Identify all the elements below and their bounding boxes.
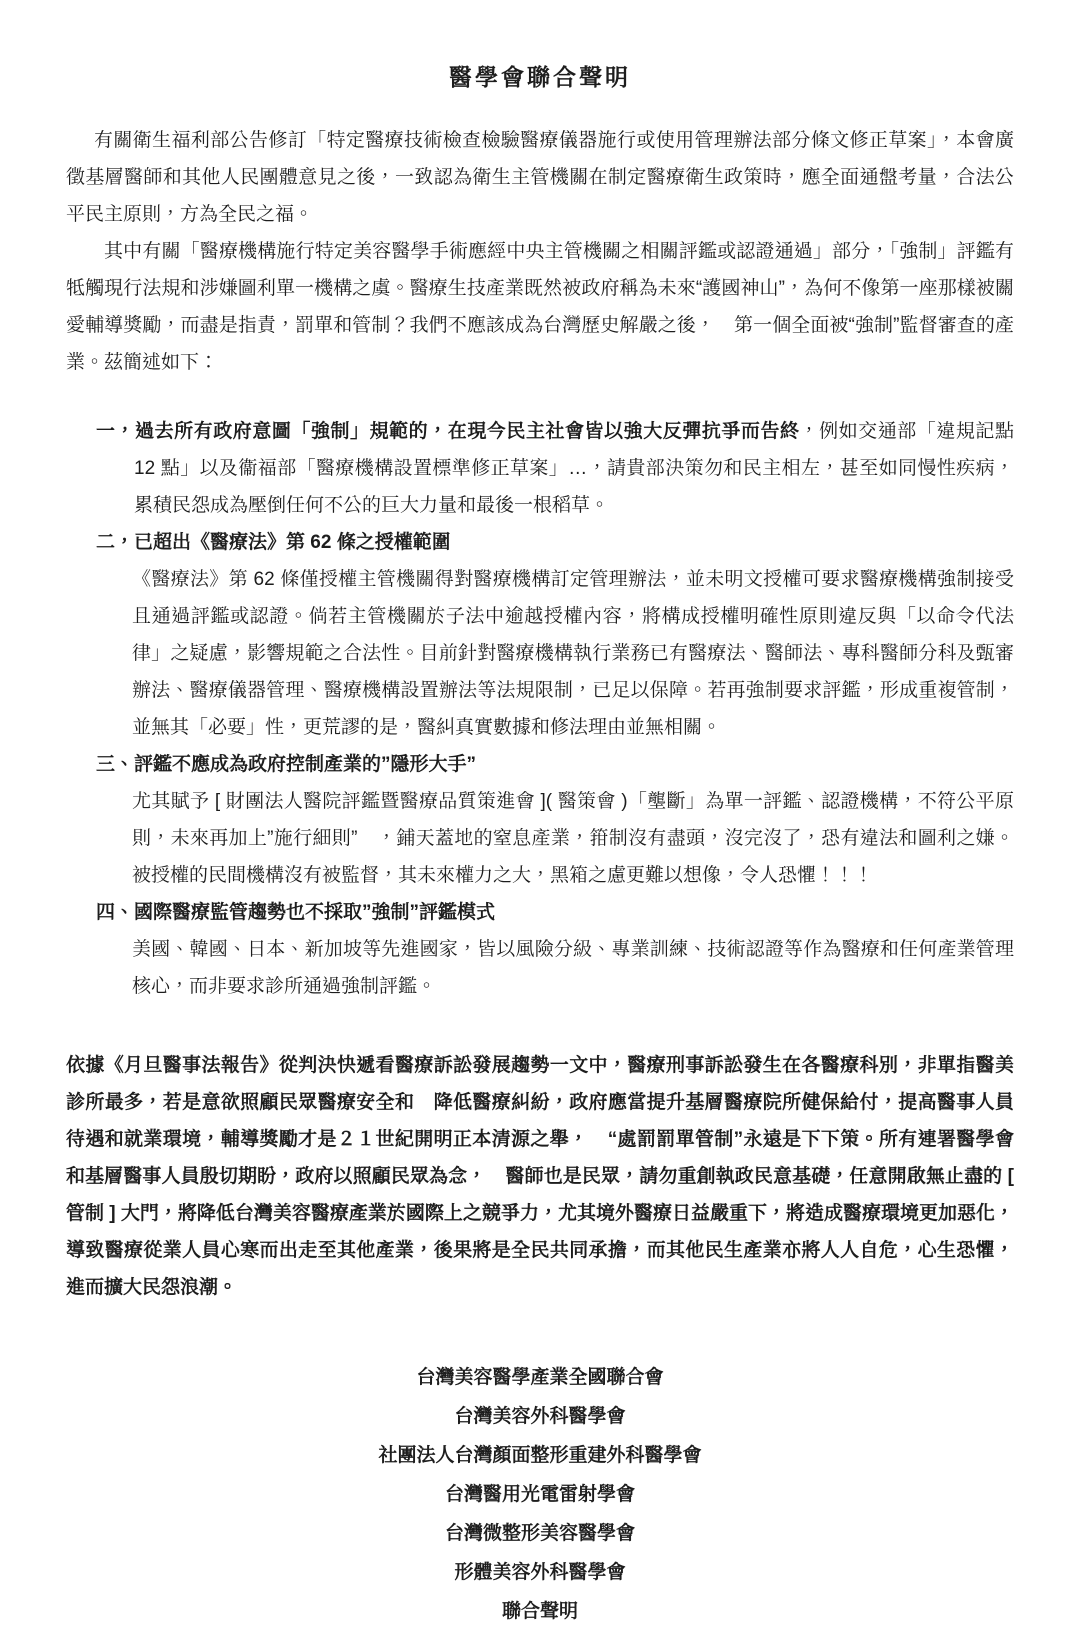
signature-2: 台灣美容外科醫學會 bbox=[454, 1406, 626, 1427]
signature-4: 台灣醫用光電雷射學會 bbox=[444, 1484, 635, 1505]
point-2-body: 《醫療法》第 62 條僅授權主管機關得對醫療機構訂定管理辦法，並未明文授權可要求醫療機構強制接受且通過評鑑或認證。倘若主管機關於子法中逾越授權內容，將構成授權明確性原則違反與「以命令代法律」之疑慮，影響規範之合法性。目前針對醫療機構執行業務已有醫療法、醫師法、專科醫師分科及甄審辦法、醫療儀器管理、醫療機構設置辦法等法規限制，已足以保障。若再強制要求評鑑，形成重複管制，並無其「必要」性，更荒謬的是，醫糾真實數據和修法理由並無相關。 bbox=[132, 569, 1014, 738]
point-1-lead: 一，過去所有政府意圖「強制」規範的，在現今民主社會皆以強大反彈抗爭而告終 bbox=[96, 421, 800, 442]
point-4-heading: 四、國際醫療監管趨勢也不採取”強制”評鑑模式 bbox=[96, 902, 496, 923]
signature-5: 台灣微整形美容醫學會 bbox=[444, 1523, 635, 1544]
point-4-body: 美國、韓國、日本、新加坡等先進國家，皆以風險分級、專業訓練、技術認證等作為醫療和任何產業管理核心，而非要求診所通過強制評鑑。 bbox=[132, 939, 1014, 997]
point-2-heading: 二，已超出《醫療法》第 62 條之授權範圍 bbox=[96, 532, 451, 553]
intro-paragraph-2: 其中有關「醫療機構施行特定美容醫學手術應經中央主管機關之相關評鑑或認證通過」部分，「強制」評鑑有牴觸現行法規和涉嫌圖利單一機構之虞。醫療生技產業既然被政府稱為未來“護國神山”，為何不像第一座那樣被關愛輔導獎勵，而盡是指責，罰單和管制？我們不應該成為台灣歷史解嚴之後， 第一個全面被“強制”監督審查的產業。茲簡述如下： bbox=[66, 241, 1014, 373]
signature-7: 聯合聲明 bbox=[501, 1601, 578, 1622]
points-list bbox=[66, 413, 1014, 1005]
closing-paragraph: 依據《月旦醫事法報告》從判決快遞看醫療訴訟發展趨勢一文中，醫療刑事訴訟發生在各醫療科別，非單指醫美診所最多，若是意欲照顧民眾醫療安全和 降低醫療糾紛，政府應當提升基層醫療院所健保給付，提高醫事人員待遇和就業環境，輔導獎勵才是２１世紀開明正本清源之舉， “處罰罰單管制”永遠是下下策。所有連署醫學會和基層醫事人員殷切期盼，政府以照顧民眾為念， 醫師也是民眾，請勿重創執政民意基礎，任意開啟無止盡的 [ 管制 ] 大門，將降低台灣美容醫療產業於國際上之競爭力，尤其境外醫療日益嚴重下，將造成醫療環境更加惡化，導致醫療從業人員心寒而出走至其他產業，後果將是全民共同承擔，而其他民生產業亦將人人自危，心生恐懼，進而擴大民怨浪潮。 bbox=[66, 1055, 1014, 1298]
signature-list bbox=[66, 1358, 1014, 1631]
signature-6: 形體美容外科醫學會 bbox=[454, 1562, 626, 1583]
point-1 bbox=[96, 413, 1014, 524]
document-title: 醫學會聯合聲明 bbox=[449, 64, 631, 90]
point-3-body: 尤其賦予 [ 財團法人醫院評鑑暨醫療品質策進會 ]( 醫策會 )「壟斷」為單一評鑑、認證機構，不符公平原則，未來再加上”施行細則” ，鋪天蓋地的窒息產業，箝制沒有盡頭，沒完沒了，恐有違法和圖利之嫌。被授權的民間機構沒有被監督，其未來權力之大，黑箱之慮更難以想像，令人恐懼！！！ bbox=[132, 791, 1014, 886]
point-1-rest: ，例如交通部「違規記點 12 點」以及衞福部「醫療機構設置標準修正草案」…，請貴部決策勿和民主相左，甚至如同慢性疾病，累積民怨成為壓倒任何不公的巨大力量和最後一根稻草。 bbox=[134, 421, 1014, 516]
point-3-heading: 三、評鑑不應成為政府控制產業的”隱形大手” bbox=[96, 754, 477, 775]
signature-3: 社團法人台灣顏面整形重建外科醫學會 bbox=[378, 1445, 702, 1466]
signature-1: 台灣美容醫學產業全國聯合會 bbox=[416, 1367, 664, 1388]
intro-paragraph-1: 有關衛生福利部公告修訂「特定醫療技術檢查檢驗醫療儀器施行或使用管理辦法部分條文修正草案」，本會廣徵基層醫師和其他人民團體意見之後，一致認為衛生主管機關在制定醫療衛生政策時，應全面通盤考量，合法公平民主原則，方為全民之福。 bbox=[66, 130, 1014, 225]
